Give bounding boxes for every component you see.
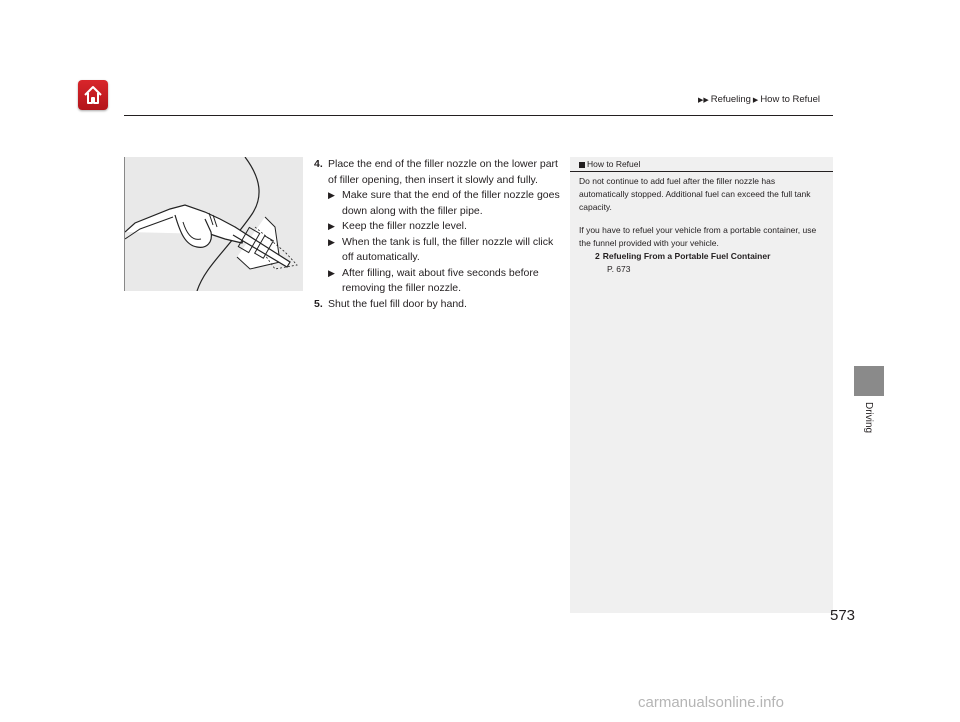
substep: [328, 188, 566, 219]
breadcrumb: [696, 94, 820, 105]
breadcrumb-item-how-to-refuel[interactable]: How to Refuel: [760, 94, 820, 105]
sidebar-header: [570, 157, 833, 172]
note-icon: [579, 162, 585, 168]
header-divider: [124, 115, 833, 116]
reference-icon: 2: [595, 251, 600, 261]
triangle-right-icon: ▶: [752, 96, 759, 104]
step-4: [314, 157, 566, 188]
watermark: carmanualsonline.info: [638, 694, 784, 711]
sidebar-body: [579, 175, 827, 276]
section-tab-label: [854, 402, 884, 432]
section-tab[interactable]: [854, 366, 884, 396]
breadcrumb-item-refueling[interactable]: Refueling: [710, 94, 751, 105]
substep: [328, 266, 566, 297]
substep-text: When the tank is full, the filler nozzle will click off automatically.: [342, 235, 554, 263]
substep-text: After filling, wait about five seconds before removing the filler nozzle.: [342, 266, 539, 294]
step-text: Place the end of the filler nozzle on the lower part of filler opening, then insert it slowly and fully.: [328, 158, 558, 186]
step-5: [314, 297, 566, 313]
sidebar-title: How to Refuel: [587, 159, 641, 169]
sidebar-paragraph: If you have to refuel your vehicle from a portable container, use the funnel provided with your vehicle.: [579, 225, 817, 248]
substep: [328, 235, 566, 266]
reference-page[interactable]: P. 673: [607, 264, 631, 274]
triangle-right-icon: ▶▶: [698, 96, 709, 104]
section-tab-text: Driving: [863, 402, 874, 434]
substep-text: Keep the filler nozzle level.: [342, 220, 467, 232]
step-text: Shut the fuel fill door by hand.: [328, 297, 467, 310]
page-number: 573: [830, 607, 856, 624]
substep-text: Make sure that the end of the filler nozzle goes down along with the filler pipe.: [342, 189, 560, 217]
refuel-nozzle-illustration: [124, 157, 303, 291]
cross-reference-link[interactable]: [595, 250, 827, 263]
sidebar-paragraph: Do not continue to add fuel after the filler nozzle has automatically stopped. Additional fuel can exceed the full tank capacity.: [579, 176, 811, 212]
step-number: 4.: [314, 158, 323, 170]
triangle-right-icon: ▶: [328, 236, 335, 247]
triangle-right-icon: ▶: [328, 267, 335, 278]
reference-title: Refueling From a Portable Fuel Container: [602, 251, 771, 261]
notes-sidebar: [570, 157, 833, 613]
instruction-steps: [314, 157, 566, 312]
step-number: 5.: [314, 297, 323, 310]
triangle-right-icon: ▶: [328, 221, 335, 231]
triangle-right-icon: ▶: [328, 190, 335, 200]
home-icon: [82, 84, 104, 106]
substep: [328, 219, 566, 235]
home-button[interactable]: [78, 80, 108, 110]
